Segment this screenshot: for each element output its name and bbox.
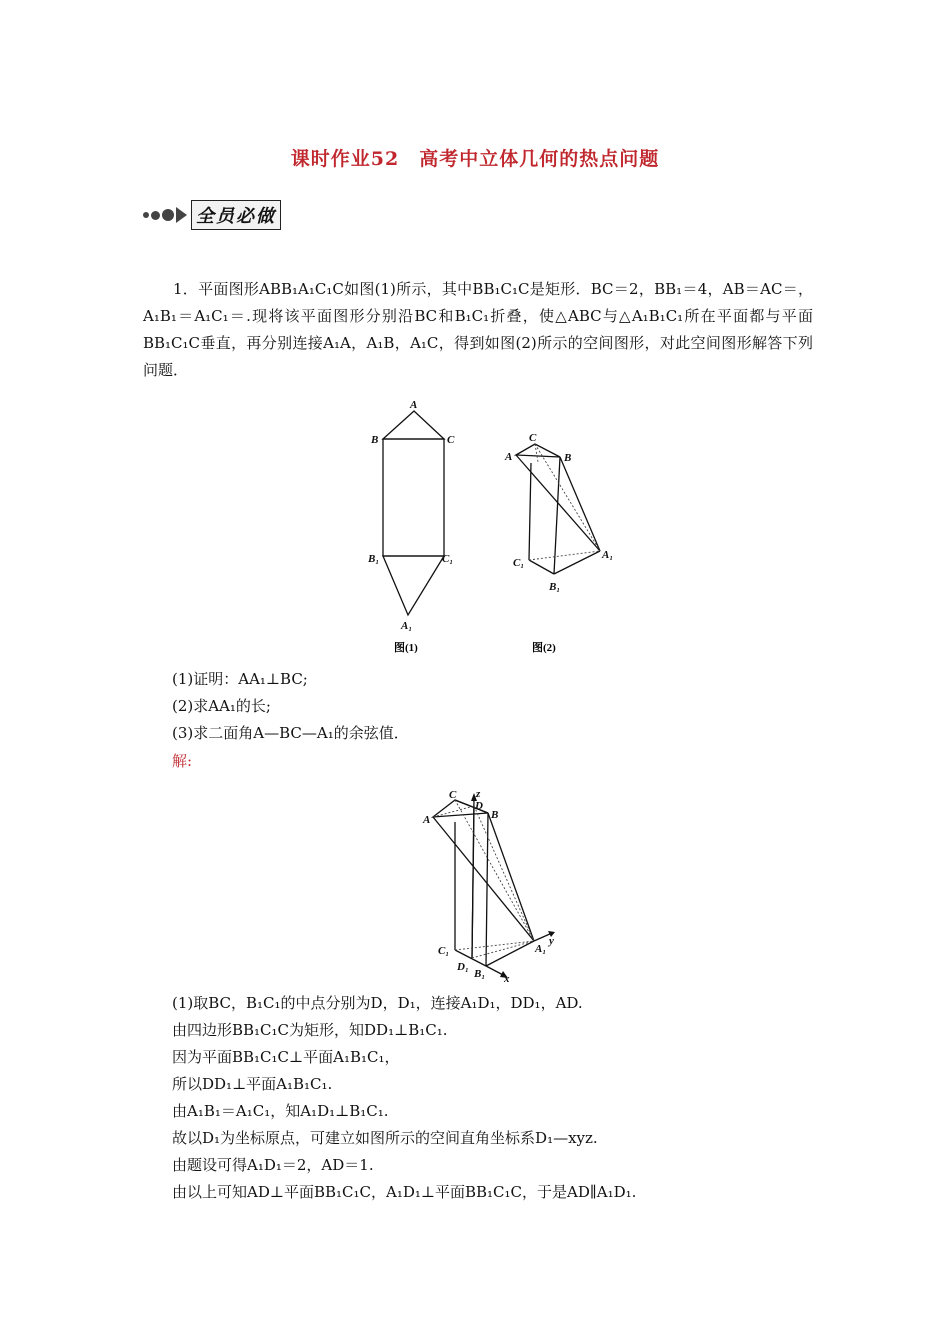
figure-1-shape <box>383 411 444 615</box>
solution-line: 由四边形BB₁C₁C为矩形，知DD₁⊥B₁C₁. <box>172 1021 448 1039</box>
fig2-label-B1: B₁ <box>549 581 561 593</box>
fig3-label-D: D <box>475 800 483 812</box>
problem-intro: 1．平面图形ABB₁A₁C₁C如图(1)所示，其中BB₁C₁C是矩形．BC＝2，BB₁＝4，AB＝AC＝，A₁B₁＝A₁C₁＝.现将该平面图形分别沿BC和B₁C₁折叠，使△ABC与△A₁B₁C₁所在平面都与平面BB₁C₁C垂直，再分别连接A₁A，A₁B，A₁C，得到如图(2)所示的空间图形，对此空间图形解答下列问题． <box>143 280 813 379</box>
figure-2-shape <box>516 444 600 574</box>
fig3-label-z: z <box>476 788 481 800</box>
fig3-label-A: A <box>423 814 431 826</box>
question-3: (3)求二面角A—BC—A₁的余弦值． <box>172 724 409 742</box>
fig1-label-A: A <box>410 399 418 411</box>
solution-line: 故以D₁为坐标原点，可建立如图所示的空间直角坐标系D₁—xyz. <box>172 1129 598 1147</box>
fig2-label-B: B <box>564 452 572 464</box>
fig3-label-A1: A₁ <box>535 943 547 955</box>
problem-figures <box>360 390 620 660</box>
fig3-label-C1: C₁ <box>438 945 450 957</box>
fig2-label-A: A <box>505 451 513 463</box>
fig1-label-C: C <box>447 434 455 446</box>
fig1-label-C1: C₁ <box>442 553 454 565</box>
solution-line: 所以DD₁⊥平面A₁B₁C₁. <box>172 1075 333 1093</box>
solution-line: 由A₁B₁＝A₁C₁，知A₁D₁⊥B₁C₁. <box>172 1102 389 1120</box>
fig3-label-y: y <box>549 935 554 947</box>
solution-line: (1)取BC，B₁C₁的中点分别为D，D₁，连接A₁D₁，DD₁，AD. <box>172 994 583 1012</box>
figure-1-caption: 图(1) <box>394 642 418 654</box>
fig1-label-B1: B₁ <box>368 553 380 565</box>
section-banner <box>143 200 281 230</box>
fig3-label-x: x <box>504 973 510 983</box>
section-banner-label: 全员必做 <box>191 200 281 230</box>
fig3-label-D1: D₁ <box>457 961 469 973</box>
solution-line: 因为平面BB₁C₁C⊥平面A₁B₁C₁， <box>172 1048 400 1066</box>
fig3-label-B1: B₁ <box>474 968 486 980</box>
question-2: (2)求AA₁的长; <box>172 697 271 715</box>
fig2-label-A1: A₁ <box>602 549 614 561</box>
fig3-label-C: C <box>449 789 457 801</box>
page-title: 课时作业52 高考中立体几何的热点问题 <box>290 148 660 170</box>
solution-label: 解: <box>172 752 193 770</box>
banner-arrow-icon <box>176 207 187 223</box>
fig2-label-C: C <box>529 432 537 444</box>
fig3-label-B: B <box>491 809 499 821</box>
solution-figure <box>420 783 570 983</box>
solution-line: 由题设可得A₁D₁＝2，AD＝1. <box>172 1156 374 1174</box>
solution-line: 由以上可知AD⊥平面BB₁C₁C，A₁D₁⊥平面BB₁C₁C，于是AD∥A₁D₁. <box>172 1183 637 1201</box>
banner-dots-icon <box>143 209 174 221</box>
fig1-label-A1: A₁ <box>401 620 413 632</box>
question-1: (1)证明：AA₁⊥BC; <box>172 670 308 688</box>
fig1-label-B: B <box>371 434 379 446</box>
figure-2-caption: 图(2) <box>532 642 556 654</box>
fig2-label-C1: C₁ <box>513 557 525 569</box>
